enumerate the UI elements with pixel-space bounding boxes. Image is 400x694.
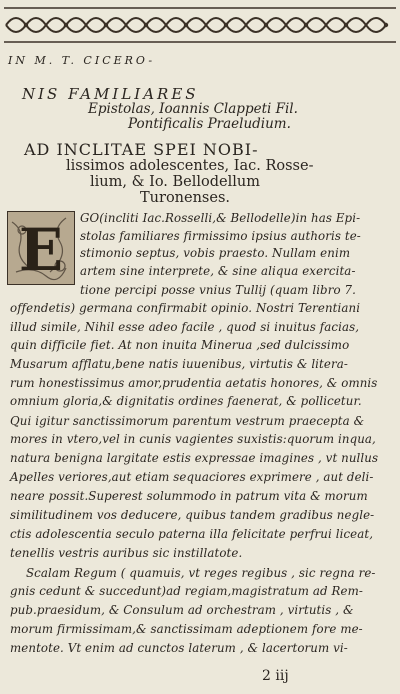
- body-line: GO(incliti Iac.Rosselli,& Bellodelle)in has Epi-: [80, 211, 361, 225]
- body-line: Apelles veriores,aut etiam sequaciores exprimere , aut deli-: [10, 470, 374, 484]
- body-line: stimonio septus, vobis praesto. Nullam enim: [80, 246, 351, 260]
- heading-line-2: lissimos adolescentes, Iac. Rosse-: [66, 158, 314, 174]
- body-line: quin difficile fiet. At non inuita Minerua ,sed dulcissimo: [10, 338, 350, 352]
- body-line: mores in vtero,vel in cunis vagientes suxistis:quorum inqua,: [10, 432, 376, 446]
- body-line: rum honestissimus amor,prudentia aetatis honores, & omnis: [10, 376, 378, 390]
- body-line: similitudinem vos deducere, quibus tandem gradibus negle-: [10, 508, 375, 522]
- title-line-2: NIS FAMILIARES: [22, 85, 199, 103]
- body-line: gnis cedunt & succedunt)ad regiam,magistratum ad Rem-: [10, 584, 363, 598]
- body-line: morum firmissimam,& sanctissimam adeptionem fore me-: [10, 622, 363, 636]
- body-line: neare possit.Superest solummodo in patrum vita & morum: [10, 489, 368, 503]
- body-line: illud simile, Nihil esse adeo facile , quod si inuitus facias,: [10, 320, 360, 334]
- title-line-4: Pontificalis Praeludium.: [128, 116, 291, 132]
- initial-letter: E: [18, 216, 64, 284]
- body-line: pub.praesidum, & Consulum ad orchestram , virtutis , &: [10, 603, 354, 617]
- body-line: mentote. Vt enim ad cunctos laterum , & lacertorum vi-: [10, 641, 348, 655]
- body-line: natura benigna largitate estis expressae imagines , vt nullus: [10, 451, 379, 465]
- title-line-1: IN M. T. CICERO-: [8, 54, 156, 67]
- body-line: omnium gloria,& dignitatis ordines faenerat, & pollicetur.: [10, 394, 362, 408]
- heading-line-1: AD INCLITAE SPEI NOBI-: [24, 140, 259, 159]
- body-line: tione percipi posse vnius Tullij (quam libro 7.: [80, 283, 356, 297]
- body-line: Qui igitur sanctissimorum parentum vestrum praecepta &: [10, 414, 365, 428]
- body-line: artem sine interprete, & sine aliqua exercita-: [80, 264, 356, 278]
- decorated-initial: [7, 211, 75, 285]
- signature-mark: 2 iij: [262, 668, 289, 684]
- body-line: offendetis) germana confirmabit opinio. Nostri Terentiani: [10, 301, 361, 315]
- body-line: ctis adolescentia seculo paterna illa felicitate perfrui liceat,: [10, 527, 374, 541]
- title-line-3: Epistolas, Ioannis Clappeti Fil.: [88, 101, 298, 117]
- body-line: Scalam Regum ( quamuis, vt reges regibus , sic regna re-: [26, 566, 376, 580]
- heading-line-4: Turonenses.: [140, 190, 231, 206]
- ornament-band: [0, 0, 400, 50]
- body-line: tenellis vestris auribus sic instillatote.: [10, 546, 243, 560]
- body-line: stolas familiares firmissimo ipsius authoris te-: [80, 229, 361, 243]
- heading-line-3: lium, & Io. Bellodellum: [90, 174, 260, 190]
- body-line: Musarum afflatu,bene natis iuuenibus, virtutis & litera-: [10, 357, 348, 371]
